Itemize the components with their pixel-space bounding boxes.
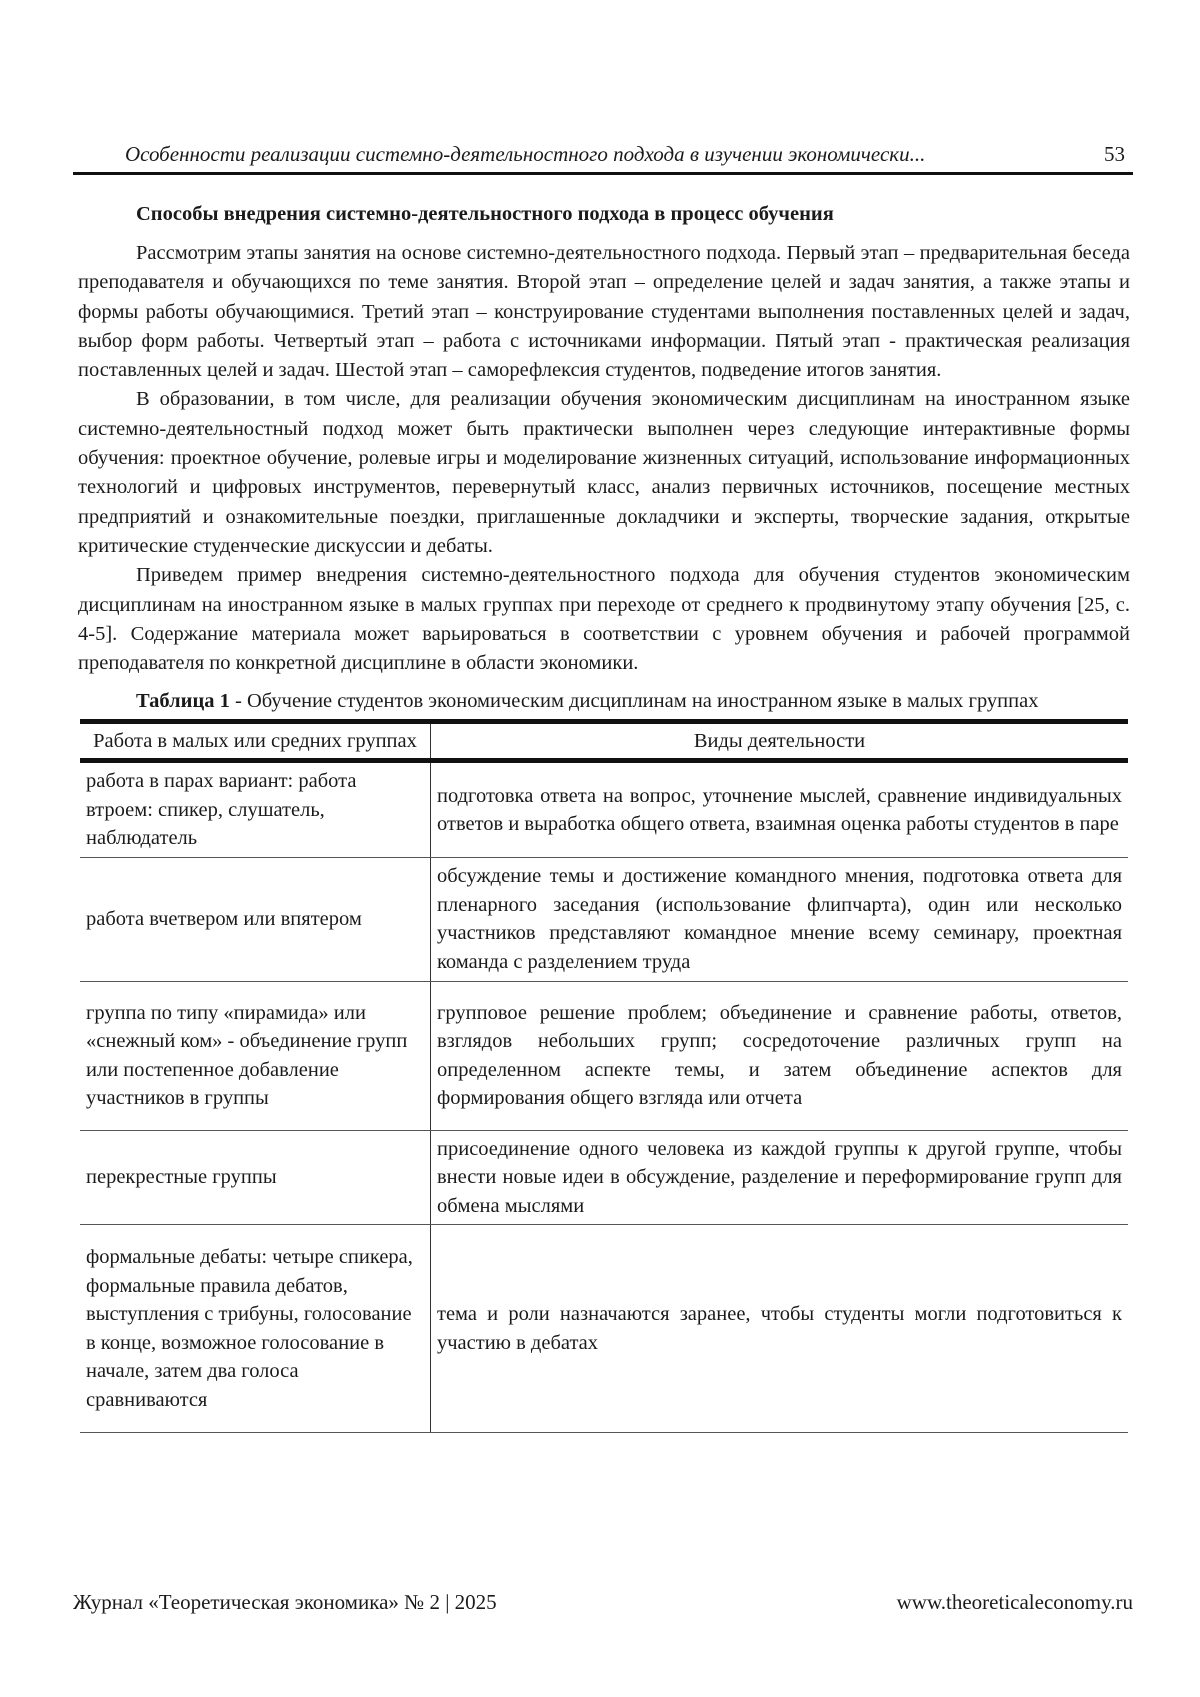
paragraph: Приведем пример внедрения системно-деятельностного подхода для обучения студентов экономическим дисциплинам на иностранном языке в малых группах при переходе от среднего к продвинутому этапу обучения [25, с. 4-5]. Содержание материала может варьироваться в соответствии с уровнем обучения и рабочей программой преподавателя по конкретной дисциплине в области экономики. (78, 561, 1130, 678)
table-cell: присоединение одного человека из каждой группы к другой группе, чтобы внести новые идеи в обсуждение, разделение и переформирование групп для обмена мыслями (431, 1130, 1129, 1225)
page-number: 53 (1104, 142, 1125, 167)
table-cell: тема и роли назначаются заранее, чтобы студенты могли подготовиться к участию в дебатах (431, 1225, 1129, 1433)
table-cell: обсуждение темы и достижение командного мнения, подготовка ответа для пленарного заседания (использование флипчарта), один или несколько участников представляют командное мнение всему семинару, проектная команда с разделением труда (431, 857, 1129, 981)
running-title: Особенности реализации системно-деятельностного подхода в изучении экономически... (125, 142, 925, 167)
table-cell: работа в парах вариант: работа втроем: спикер, слушатель, наблюдатель (80, 761, 431, 858)
journal-name: Журнал «Теоретическая экономика» № 2 | 2025 (73, 1590, 497, 1614)
article-body (78, 200, 1130, 1433)
paragraph: Рассмотрим этапы занятия на основе системно-деятельностного подхода. Первый этап – предварительная беседа преподавателя и обучающихся по теме занятия. Второй этап – определение целей и задач занятия, а также этапы и формы работы обучающимися. Третий этап – конструирование студентами выполнения поставленных целей и задач, выбор форм работы. Четвертый этап – работа с источниками информации. Пятый этап - практическая реализация поставленных целей и задач. Шестой этап – саморефлексия студентов, подведение итогов занятия. (78, 239, 1130, 385)
table-caption (78, 687, 1130, 716)
table-cell: группа по типу «пирамида» или «снежный ком» - объединение групп или постепенное добавление участников в группы (80, 981, 431, 1130)
running-header (73, 140, 1133, 175)
table-cell: подготовка ответа на вопрос, уточнение мыслей, сравнение индивидуальных ответов и выработка общего ответа, взаимная оценка работы студентов в паре (431, 761, 1129, 858)
table-row (80, 857, 1128, 981)
column-header: Работа в малых или средних группах (80, 721, 431, 761)
table-row (80, 981, 1128, 1130)
page-footer (73, 1590, 1133, 1615)
table-cell: перекрестные группы (80, 1130, 431, 1225)
table-cell: групповое решение проблем; объединение и сравнение работы, ответов, взглядов небольших групп; сосредоточение различных групп на определенном аспекте темы, и затем объединение аспектов для формирования общего взгляда или отчета (431, 981, 1129, 1130)
table-cell: работа вчетвером или впятером (80, 857, 431, 981)
column-header: Виды деятельности (431, 721, 1129, 761)
table-row (80, 1225, 1128, 1433)
section-title: Способы внедрения системно-деятельностного подхода в процесс обучения (136, 200, 1130, 229)
groups-table (80, 719, 1128, 1434)
website-link[interactable]: www.theoreticaleconomy.ru (897, 1590, 1133, 1615)
table-row (80, 761, 1128, 858)
table-caption-label: Таблица 1 (136, 690, 230, 712)
table-header-row (80, 721, 1128, 761)
table-caption-text: - Обучение студентов экономическим дисциплинам на иностранном языке в малых группах (230, 690, 1039, 712)
table-row (80, 1130, 1128, 1225)
table-cell: формальные дебаты: четыре спикера, формальные правила дебатов, выступления с трибуны, голосование в конце, возможное голосование в начале, затем два голоса сравниваются (80, 1225, 431, 1433)
paragraph: В образовании, в том числе, для реализации обучения экономическим дисциплинам на иностранном языке системно-деятельностный подход может быть практически выполнен через следующие интерактивные формы обучения: проектное обучение, ролевые игры и моделирование жизненных ситуаций, использование информационных технологий и цифровых инструментов, перевернутый класс, анализ первичных источников, посещение местных предприятий и ознакомительные поездки, приглашенные докладчики и эксперты, творческие задания, открытые критические студенческие дискуссии и дебаты. (78, 385, 1130, 561)
